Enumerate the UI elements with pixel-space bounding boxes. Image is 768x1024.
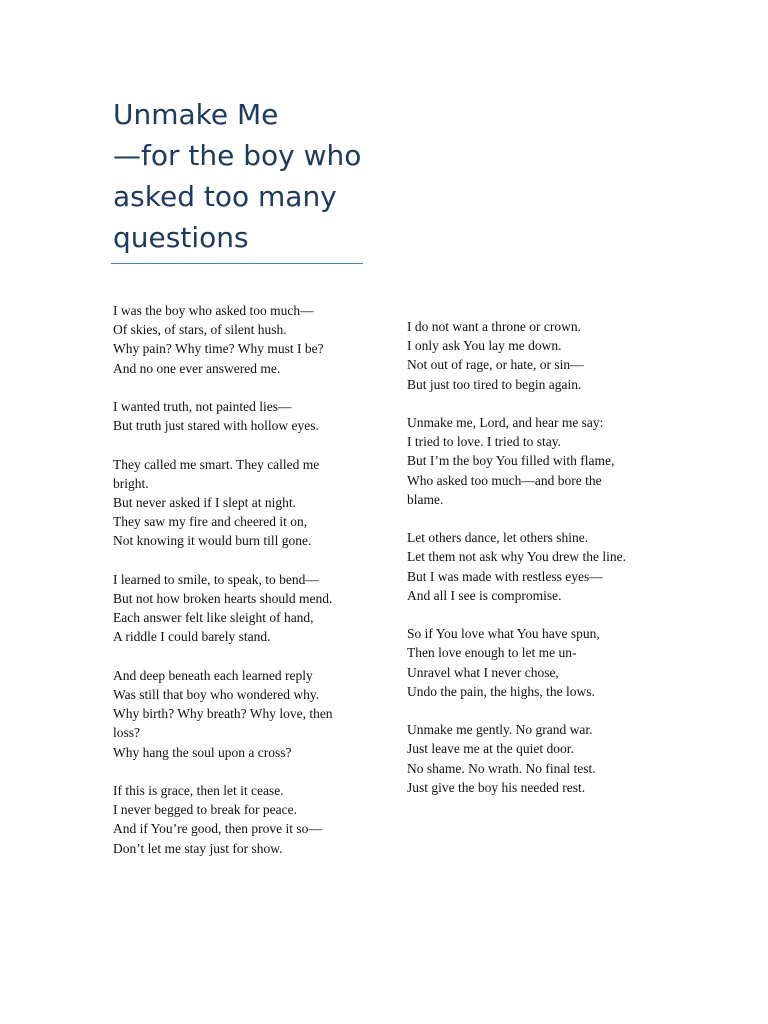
poem-line: Don’t let me stay just for show. bbox=[113, 840, 283, 856]
poem-title bbox=[113, 94, 383, 258]
title-line: questions bbox=[113, 221, 249, 254]
poem-line: I learned to smile, to speak, to bend— bbox=[113, 571, 319, 587]
poem-line: I tried to love. I tried to stay. bbox=[407, 434, 561, 450]
poem-line: A riddle I could barely stand. bbox=[113, 629, 271, 645]
poem-line: And if You’re good, then prove it so— bbox=[113, 821, 322, 837]
poem-line: loss? bbox=[113, 725, 140, 741]
poem-line: Not knowing it would burn till gone. bbox=[113, 533, 312, 549]
poem-line: Unmake me, Lord, and hear me say: bbox=[407, 415, 604, 430]
poem-line: blame. bbox=[407, 491, 444, 507]
poem-line: bright. bbox=[113, 475, 149, 491]
poem-line: No shame. No wrath. No final test. bbox=[407, 760, 596, 776]
title-divider bbox=[111, 263, 363, 264]
poem-line: But not how broken hearts should mend. bbox=[113, 591, 333, 606]
poem-line: They saw my fire and cheered it on, bbox=[113, 514, 308, 530]
poem-line: Why birth? Why breath? Why love, then bbox=[113, 706, 333, 722]
poem-right-column bbox=[407, 317, 697, 816]
stanza bbox=[113, 666, 383, 762]
poem-line: I wanted truth, not painted lies— bbox=[113, 399, 292, 414]
poem-line: Unravel what I never chose, bbox=[407, 664, 559, 680]
poem-line: Unmake me gently. No grand war. bbox=[407, 722, 593, 738]
poem-line: Each answer felt like sleight of hand, bbox=[113, 610, 314, 626]
stanza bbox=[407, 720, 697, 797]
poem-line: But just too tired to begin again. bbox=[407, 376, 582, 392]
poem-line: Then love enough to let me un- bbox=[407, 645, 577, 661]
poem-line: Just give the boy his needed rest. bbox=[407, 779, 586, 795]
stanza bbox=[113, 570, 383, 647]
poem-line: I was the boy who asked too much— bbox=[113, 303, 314, 318]
poem-line: If this is grace, then let it cease. bbox=[113, 783, 284, 798]
title-line: asked too many bbox=[113, 180, 337, 213]
poem-line: Why pain? Why time? Why must I be? bbox=[113, 341, 324, 357]
stanza bbox=[113, 781, 383, 858]
poem-line: So if You love what You have spun, bbox=[407, 626, 600, 642]
poem-line: Just leave me at the quiet door. bbox=[407, 741, 574, 757]
stanza bbox=[113, 301, 383, 378]
poem-line: I never begged to break for peace. bbox=[113, 802, 298, 818]
poem-line: Undo the pain, the highs, the lows. bbox=[407, 683, 595, 699]
poem-line: I do not want a throne or crown. bbox=[407, 319, 581, 334]
poem-line: Not out of rage, or hate, or sin— bbox=[407, 357, 584, 373]
poem-line: But I’m the boy You filled with flame, bbox=[407, 453, 615, 469]
poem-line: I only ask You lay me down. bbox=[407, 338, 562, 354]
poem-line: Let them not ask why You drew the line. bbox=[407, 549, 626, 565]
title-line: Unmake Me bbox=[113, 98, 279, 131]
poem-line: Let others dance, let others shine. bbox=[407, 530, 589, 546]
poem-line: Why hang the soul upon a cross? bbox=[113, 744, 292, 760]
stanza bbox=[407, 317, 697, 394]
stanza bbox=[407, 624, 697, 701]
poem-line: But never asked if I slept at night. bbox=[113, 495, 296, 510]
poem-line: But truth just stared with hollow eyes. bbox=[113, 418, 319, 434]
title-line: —for the boy who bbox=[113, 139, 362, 172]
poem-line: And deep beneath each learned reply bbox=[113, 667, 313, 683]
stanza bbox=[407, 413, 697, 509]
stanza bbox=[113, 397, 383, 435]
poem-line: And all I see is compromise. bbox=[407, 587, 562, 603]
poem-line: They called me smart. They called me bbox=[113, 456, 320, 472]
stanza bbox=[113, 455, 383, 551]
poem-line: But I was made with restless eyes— bbox=[407, 568, 603, 584]
poem-line: And no one ever answered me. bbox=[113, 360, 281, 376]
stanza bbox=[407, 528, 697, 605]
poem-line: Who asked too much—and bore the bbox=[407, 472, 602, 488]
poem-line: Of skies, of stars, of silent hush. bbox=[113, 322, 287, 338]
poem-left-column bbox=[113, 301, 383, 877]
poem-line: Was still that boy who wondered why. bbox=[113, 687, 320, 702]
